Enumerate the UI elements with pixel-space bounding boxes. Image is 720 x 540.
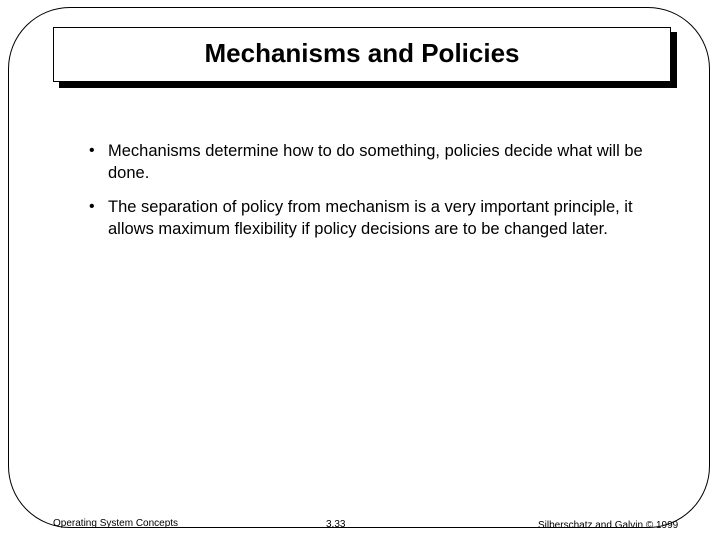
bullet-icon: •: [89, 142, 95, 159]
footer-page-number: 3.33: [326, 519, 346, 530]
bullet-text: The separation of policy from mechanism is a very important principle, it allows maximum flexibility if policy decisions are to be changed later.: [108, 198, 633, 238]
list-item: [88, 140, 648, 184]
bullet-list: [88, 140, 648, 252]
page-title: Mechanisms and Policies: [204, 38, 520, 68]
bullet-icon: •: [89, 198, 95, 215]
title-box: [53, 27, 671, 82]
footer-course: Operating System Concepts: [53, 518, 179, 529]
list-item: [88, 196, 648, 240]
footer-copyright: Silberschatz and Galvin © 1999: [538, 520, 679, 531]
bullet-text: Mechanisms determine how to do something, policies decide what will be done.: [108, 142, 643, 182]
